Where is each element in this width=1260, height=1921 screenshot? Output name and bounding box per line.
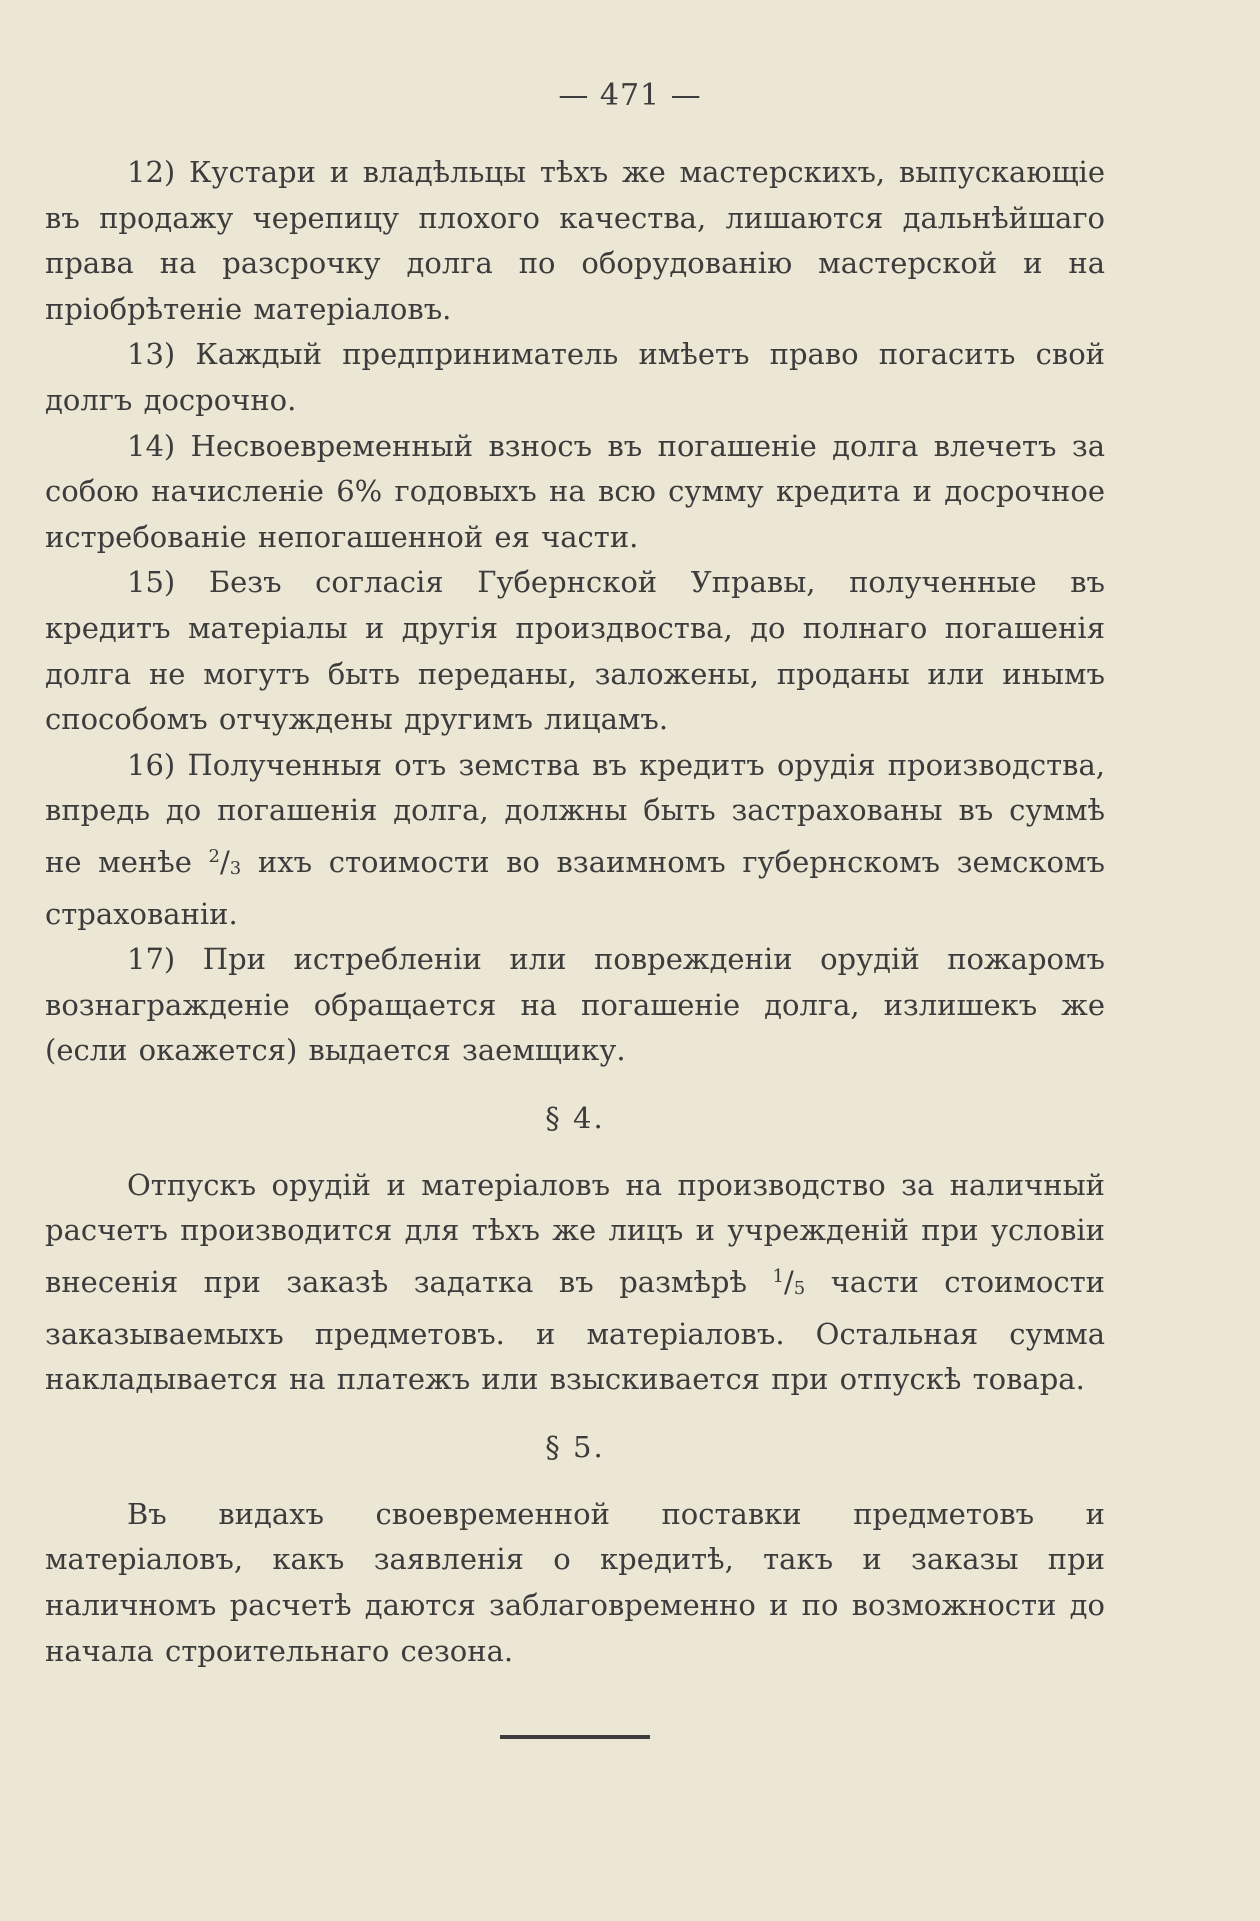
paragraph-12: 12) Кустари и владѣльцы тѣхъ же мастерскихъ, выпускающіе въ продажу черепицу плохого качества, лишаются дальнѣйшаго права на разсрочку долга по оборудованію мастерской и на пріобрѣтеніе матеріаловъ. bbox=[45, 155, 1105, 326]
end-rule bbox=[500, 1735, 650, 1739]
section-4-text-before: Отпускъ орудій и матеріаловъ на производство за наличный расчетъ производится для тѣхъ же лицъ и учрежденій при условіи внесенія при заказѣ задатка въ размѣрѣ bbox=[45, 1167, 1105, 1300]
fraction-denominator: 3 bbox=[229, 857, 242, 879]
paragraph-14: 14) Несвоевременный взносъ въ погашеніе долга влечетъ за собою начисленіе 6% годовыхъ на всю сумму кредита и досрочное истребованіе непогашенной ея части. bbox=[45, 428, 1105, 554]
fraction-denominator: 5 bbox=[793, 1278, 806, 1300]
paragraph-16-text-after: ихъ стоимости во взаимномъ губернскомъ земскомъ страхованіи. bbox=[45, 844, 1105, 931]
section-4-text-after: части стоимости заказываемыхъ предметовъ. и матеріаловъ. Остальная сумма накладывается на платежъ или взыскивается при отпускѣ товара. bbox=[45, 1265, 1105, 1397]
page-text bbox=[45, 150, 1105, 1674]
paragraph-13: 13) Каждый предприниматель имѣетъ право погасить свой долгъ досрочно. bbox=[45, 337, 1105, 417]
fraction-numerator: 1 bbox=[772, 1266, 784, 1288]
paragraph-17: 17) При истребленіи или поврежденіи орудій пожаромъ вознагражденіе обращается на погашеніе долга, излишекъ же (если окажется) выдается заемщику. bbox=[45, 942, 1105, 1068]
page-number: — 471 — bbox=[558, 78, 702, 113]
section-4-heading: § 4. bbox=[545, 1100, 605, 1135]
section-5-paragraph: Въ видахъ своевременной поставки предметовъ и матеріаловъ, какъ заявленія о кредитѣ, такъ и заказы при наличномъ расчетѣ даются заблаговременно и по возможности до начала строительнаго сезона. bbox=[45, 1496, 1105, 1668]
section-4-paragraph: Отпускъ орудій и матеріаловъ на производство за наличный расчетъ производится для тѣхъ же лицъ и учрежденій при условіи внесенія при заказѣ задатка въ размѣрѣ $^1$/5 части стоимости заказываемыхъ предметовъ. и матеріаловъ. Остальная сумма накладывается на платежъ или взыскивается при отпускѣ товара. bbox=[45, 1167, 1105, 1397]
paragraph-15: 15) Безъ согласія Губернской Управы, полученные въ кредитъ матеріалы и другія произдвоства, до полнаго погашенія долга не могутъ быть переданы, заложены, проданы или инымъ способомъ отчуждены другимъ лицамъ. bbox=[45, 565, 1105, 737]
section-5-heading: § 5. bbox=[545, 1429, 605, 1464]
paragraph-16-text-before: 16) Полученныя отъ земства въ кредитъ орудія производства, впредь до погашенія долга, должны быть застрахованы въ суммѣ не менѣе bbox=[45, 747, 1105, 879]
fraction-numerator: 2 bbox=[208, 845, 220, 867]
paragraph-16: 16) Полученныя отъ земства въ кредитъ орудія производства, впредь до погашенія долга, должны быть застрахованы въ суммѣ не менѣе $^2$/3 ихъ стоимости во взаимномъ губернскомъ земскомъ страхованіи. bbox=[45, 747, 1105, 931]
